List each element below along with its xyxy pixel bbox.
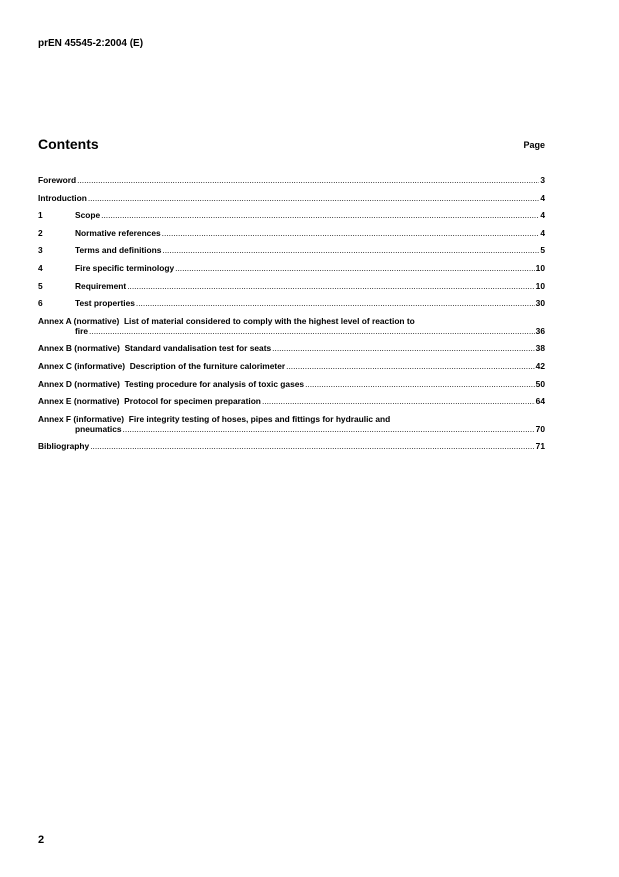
- toc-entry-annex-b[interactable]: [38, 343, 545, 353]
- toc-title: Scope: [75, 210, 101, 221]
- toc-title: Terms and definitions: [75, 245, 162, 256]
- toc-page-number: 36: [535, 325, 545, 336]
- toc-leader-dots: [272, 343, 535, 353]
- toc-leader-dots: [162, 245, 539, 255]
- toc-entry-requirement[interactable]: [38, 281, 545, 291]
- toc-title: Foreword: [38, 175, 77, 185]
- toc-entry-scope[interactable]: [38, 210, 545, 220]
- toc-page-number: 70: [535, 423, 545, 434]
- toc-leader-dots: [175, 263, 535, 273]
- toc-section-number: 3: [38, 245, 43, 256]
- toc-entry-introduction[interactable]: [38, 193, 545, 203]
- toc-annex-prefix: Annex B (normative): [38, 343, 120, 354]
- toc-entry-bibliography[interactable]: [38, 441, 545, 451]
- toc-page-number: 71: [535, 441, 545, 452]
- contents-title: Contents: [38, 136, 99, 152]
- toc-section-number: 6: [38, 298, 43, 309]
- toc-page-number: 42: [535, 360, 545, 371]
- toc-page-number: 50: [535, 378, 545, 389]
- toc-leader-dots: [305, 379, 535, 389]
- page-number: 2: [38, 834, 45, 846]
- toc-annex-prefix: Annex E (normative): [38, 396, 120, 407]
- toc-page-number: 4: [540, 227, 545, 238]
- toc-leader-dots: [286, 361, 535, 371]
- toc-title: Normative references: [75, 227, 161, 238]
- toc-entry-foreword[interactable]: [38, 175, 545, 185]
- toc-title: Test properties: [75, 298, 135, 309]
- toc-title-continuation: pneumatics: [75, 423, 122, 434]
- toc-section-number: 4: [38, 262, 43, 273]
- document-header: prEN 45545-2:2004 (E): [38, 38, 144, 49]
- table-of-contents: [38, 175, 545, 459]
- toc-leader-dots: [127, 281, 534, 291]
- toc-leader-dots: [262, 396, 535, 406]
- toc-entry-annex-d[interactable]: [38, 379, 545, 389]
- toc-leader-dots: [136, 298, 535, 308]
- toc-leader-dots: [123, 424, 535, 434]
- toc-leader-dots: [101, 210, 539, 220]
- toc-page-number: 10: [535, 280, 545, 291]
- toc-title: Fire specific terminology: [75, 262, 175, 273]
- toc-page-number: 4: [540, 192, 545, 203]
- toc-entry-terms-and-definitions[interactable]: [38, 245, 545, 255]
- toc-title: Standard vandalisation test for seats: [124, 343, 272, 354]
- toc-page-number: 4: [540, 210, 545, 221]
- toc-annex-prefix: Annex A (normative): [38, 315, 120, 326]
- toc-entry-annex-e[interactable]: [38, 396, 545, 406]
- toc-title: Introduction: [38, 192, 87, 203]
- toc-title: Description of the furniture calorimeter: [129, 360, 286, 371]
- toc-page-number: 5: [540, 245, 545, 256]
- toc-section-number: 1: [38, 210, 43, 221]
- toc-title: Testing procedure for analysis of toxic gases: [124, 378, 305, 389]
- toc-title: Protocol for specimen preparation: [124, 396, 261, 407]
- toc-annex-prefix: Annex F (informative): [38, 413, 125, 424]
- toc-leader-dots: [162, 228, 540, 238]
- toc-leader-dots: [89, 326, 535, 336]
- toc-leader-dots: [90, 441, 534, 451]
- toc-entry-test-properties[interactable]: [38, 298, 545, 308]
- toc-entry-annex-a[interactable]: [38, 316, 545, 336]
- toc-annex-prefix: Annex C (informative): [38, 360, 126, 371]
- toc-section-number: 2: [38, 227, 43, 238]
- toc-leader-dots: [88, 193, 539, 203]
- toc-title: Fire integrity testing of hoses, pipes and fittings for hydraulic and: [128, 413, 391, 424]
- toc-entry-fire-specific-terminology[interactable]: [38, 263, 545, 273]
- toc-entry-annex-f[interactable]: [38, 414, 545, 434]
- toc-entry-normative-references[interactable]: [38, 228, 545, 238]
- toc-title: Bibliography: [38, 441, 90, 452]
- toc-entry-annex-c[interactable]: [38, 361, 545, 371]
- toc-page-number: 38: [535, 343, 545, 354]
- toc-title: Requirement: [75, 280, 127, 291]
- toc-title-continuation: fire: [75, 325, 89, 336]
- toc-section-number: 5: [38, 280, 43, 291]
- toc-page-number: 64: [535, 396, 545, 407]
- page-column-label: Page: [523, 140, 545, 150]
- toc-page-number: 30: [535, 298, 545, 309]
- toc-page-number: 10: [535, 262, 545, 273]
- toc-leader-dots: [77, 175, 539, 185]
- toc-page-number: 3: [540, 175, 545, 185]
- toc-title: List of material considered to comply with the highest level of reaction to: [123, 315, 415, 326]
- toc-annex-prefix: Annex D (normative): [38, 378, 120, 389]
